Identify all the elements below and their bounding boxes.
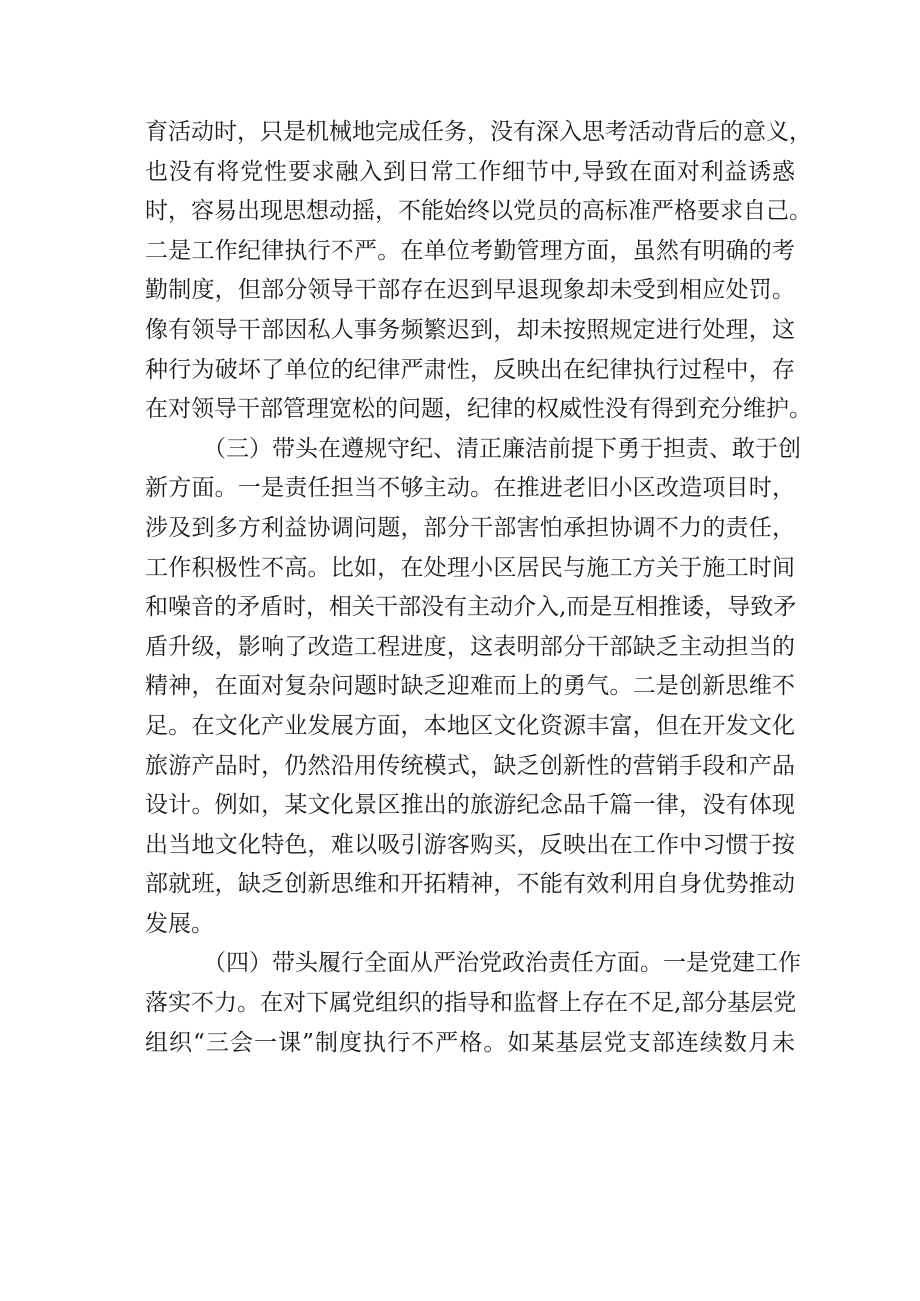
text-line: 落实不力。在对下属党组织的指导和监督上存在不足,部分基层党 (145, 990, 797, 1017)
text-line: 出当地文化特色，难以吸引游客购买，反映出在工作中习惯于按 (145, 831, 795, 858)
text-line: 发展。 (145, 910, 214, 937)
paragraph-3 (145, 944, 801, 1063)
text-line: 在对领导干部管理宽松的问题，纪律的权威性没有得到充分维护。 (145, 396, 812, 423)
text-line: （四）带头履行全面从严治党政治责任方面。一是党建工作 (203, 950, 801, 977)
text-line: 也没有将党性要求融入到日常工作细节中,导致在面对利益诱惑 (145, 158, 795, 185)
text-line: 盾升级，影响了改造工程进度，这表明部分干部缺乏主动担当的 (145, 633, 795, 660)
text-line: 工作积极性不高。比如，在处理小区居民与施工方关于施工时间 (145, 554, 795, 581)
paragraph-1 (145, 113, 812, 430)
text-line: 足。在文化产业发展方面，本地区文化资源丰富，但在开发文化 (145, 712, 795, 739)
document-body (145, 113, 812, 1063)
text-line: 精神，在面对复杂问题时缺乏迎难而上的勇气。二是创新思维不 (145, 673, 795, 700)
paragraph-2 (145, 430, 801, 945)
text-line: 时，容易出现思想动摇，不能始终以党员的高标准严格要求自己。 (145, 198, 812, 225)
text-line: 部就班，缺乏创新思维和开拓精神，不能有效利用自身优势推动 (145, 871, 795, 898)
text-line: 设计。例如，某文化景区推出的旅游纪念品千篇一律，没有体现 (145, 792, 795, 819)
text-line: 勤制度，但部分领导干部存在迟到早退现象却未受到相应处罚。 (145, 277, 795, 304)
text-line: 和噪音的矛盾时，相关干部没有主动介入,而是互相推诿，导致矛 (145, 594, 797, 621)
text-line: 二是工作纪律执行不严。在单位考勤管理方面，虽然有明确的考 (145, 237, 795, 264)
text-line: 像有领导干部因私人事务频繁迟到，却未按照规定进行处理，这 (145, 316, 795, 343)
text-line: 育活动时，只是机械地完成任务，没有深入思考活动背后的意义， (145, 119, 812, 145)
text-line: （三）带头在遵规守纪、清正廉洁前提下勇于担责、敢于创 (203, 435, 801, 462)
text-line: 组织“三会一课”制度执行不严格。如某基层党支部连续数月未 (145, 1029, 795, 1056)
text-line: 新方面。一是责任担当不够主动。在推进老旧小区改造项目时， (145, 475, 795, 502)
text-line: 涉及到多方利益协调问题，部分干部害怕承担协调不力的责任， (145, 514, 795, 541)
text-line: 种行为破坏了单位的纪律严肃性，反映出在纪律执行过程中，存 (145, 356, 795, 383)
text-line: 旅游产品时，仍然沿用传统模式，缺乏创新性的营销手段和产品 (145, 752, 795, 779)
